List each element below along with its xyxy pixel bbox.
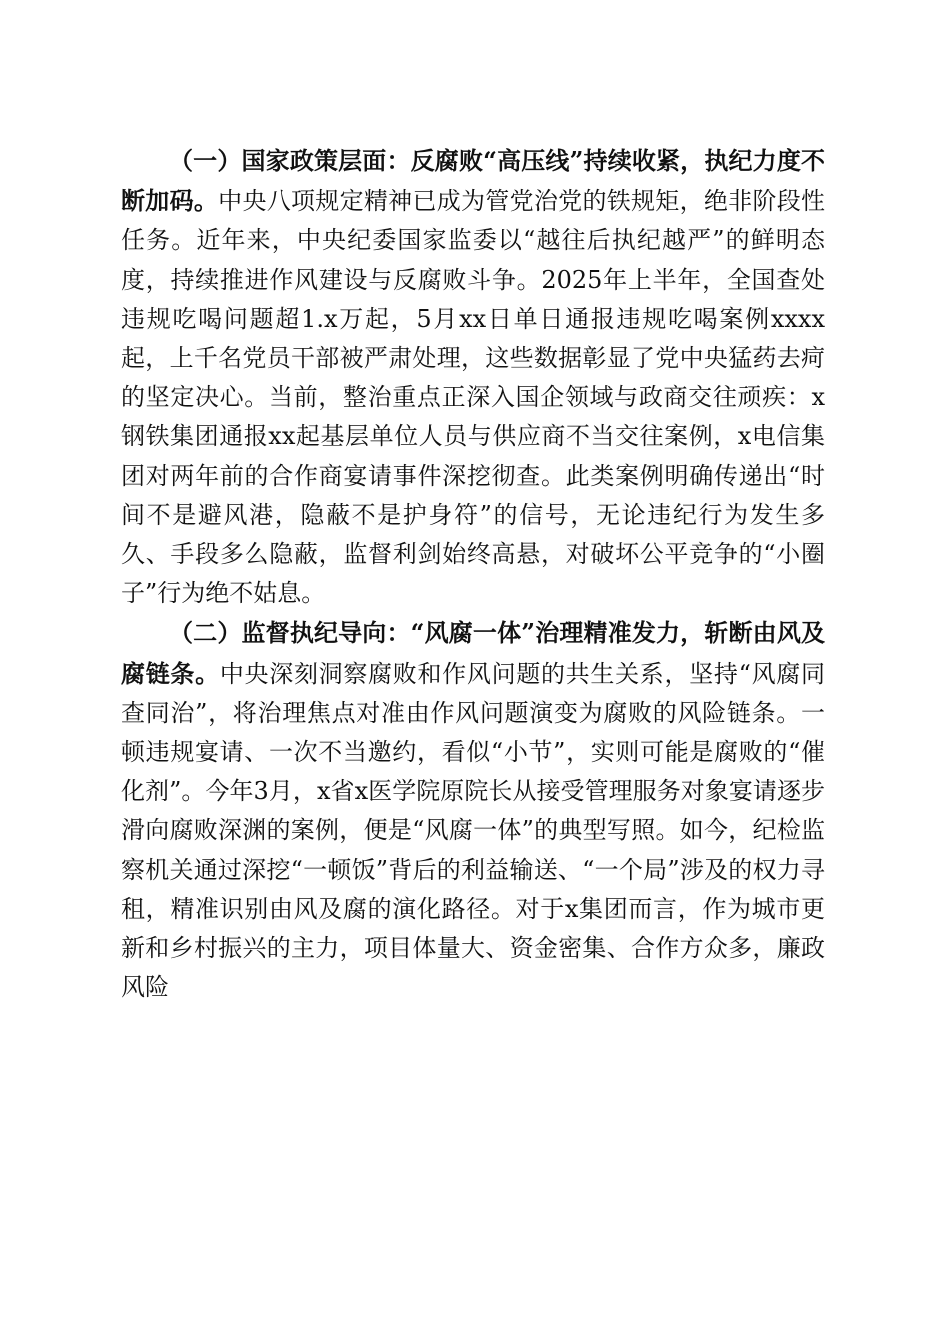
paragraph-national-policy (121, 141, 825, 613)
paragraph-heading: （二）监督执纪导向：“风腐一体”治理精准发力，斩断由风及腐链条。 (121, 618, 825, 688)
paragraph-heading: （一）国家政策层面：反腐败“高压线”持续收紧，执纪力度不断加码。 (121, 146, 825, 216)
document-body (121, 141, 825, 1007)
paragraph-text: 中央八项规定精神已成为管党治党的铁规矩，绝非阶段性任务。近年来，中央纪委国家监委以“越往后执纪越严”的鲜明态度，持续推进作风建设与反腐败斗争。2025年上半年，全国查处违规吃喝问题超1.x万起，5月xx日单日通报违规吃喝案例xxxx起，上千名党员干部被严肃处理，这些数据彰显了党中央猛药去疴的坚定决心。当前，整治重点正深入国企领域与政商交往顽疾：x钢铁集团通报xx起基层单位人员与供应商不当交往案例，x电信集团对两年前的合作商宴请事件深挖彻查。此类案例明确传递出“时间不是避风港，隐蔽不是护身符”的信号，无论违纪行为发生多久、手段多么隐蔽，监督利剑始终高悬，对破坏公平竞争的“小圈子”行为绝不姑息。 (121, 187, 826, 608)
paragraph-text: 中央深刻洞察腐败和作风问题的共生关系，坚持“风腐同查同治”，将治理焦点对准由作风问题演变为腐败的风险链条。一顿违规宴请、一次不当邀约，看似“小节”，实则可能是腐败的“催化剂”。今年3月，x省x医学院原院长从接受管理服务对象宴请逐步滑向腐败深渊的案例，便是“风腐一体”的典型写照。如今，纪检监察机关通过深挖“一顿饭”背后的利益输送、“一个局”涉及的权力寻租，精准识别由风及腐的演化路径。对于x集团而言，作为城市更新和乡村振兴的主力，项目体量大、资金密集、合作方众多，廉政风险 (121, 659, 825, 1002)
paragraph-supervision-orientation (121, 613, 825, 1007)
